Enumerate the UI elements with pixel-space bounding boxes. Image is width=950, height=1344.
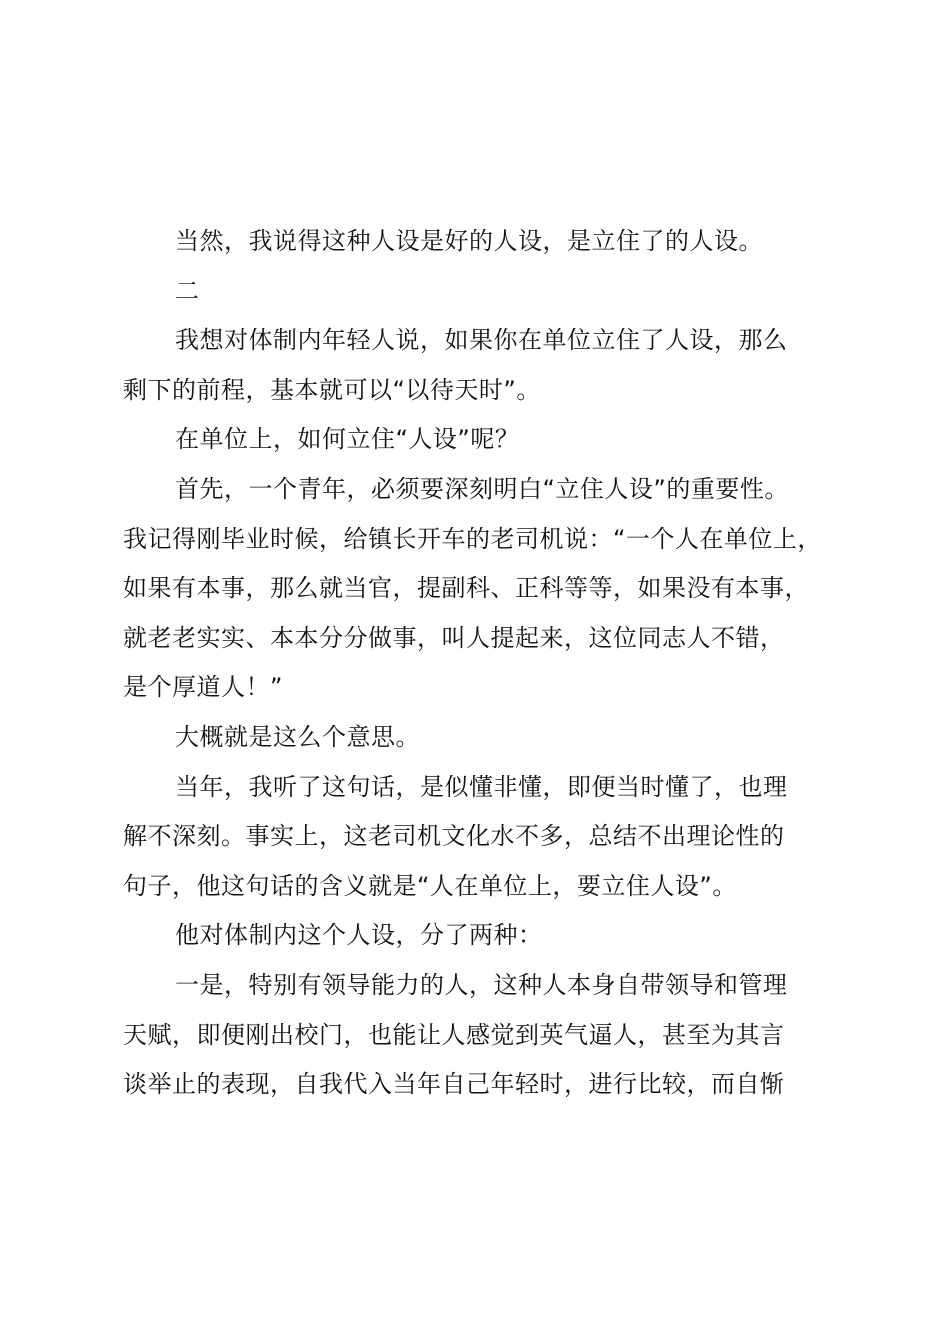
- text-line: 就老老实实、本本分分做事，叫人提起来，这位同志人不错，: [123, 623, 785, 652]
- text-line: 谈举止的表现，自我代入当年自己年轻时，进行比较，而自惭: [123, 1070, 785, 1099]
- body-text: [123, 217, 858, 1110]
- section-number: 二: [175, 276, 200, 305]
- text-line: 大概就是这么个意思。: [175, 722, 420, 751]
- text-line: 当然，我说得这种人设是好的人设，是立住了的人设。: [175, 227, 763, 255]
- text-line: 首先，一个青年，必须要深刻明白“立住人设”的重要性。: [175, 474, 789, 503]
- text-line: 句子，他这句话的含义就是“人在单位上，要立住人设”。: [123, 871, 737, 900]
- text-line: 他对体制内这个人设，分了两种：: [175, 921, 543, 950]
- text-line: 剩下的前程，基本就可以“以待天时”。: [123, 375, 541, 404]
- text-line: 解不深刻。事实上，这老司机文化水不多，总结不出理论性的: [123, 822, 785, 851]
- text-line: 当年，我听了这句话，是似懂非懂，即便当时懂了，也理: [175, 772, 788, 801]
- text-line: 如果有本事，那么就当官，提副科、正科等等，如果没有本事，: [123, 574, 809, 603]
- text-line: 一是，特别有领导能力的人，这种人本身自带领导和管理: [175, 970, 788, 999]
- text-line: 是个厚道人！”: [123, 673, 283, 702]
- text-line: 在单位上，如何立住“人设”呢？: [175, 425, 520, 454]
- text-line: 我记得刚毕业时候，给镇长开车的老司机说：“一个人在单位上，: [123, 524, 822, 553]
- text-line: 我想对体制内年轻人说，如果你在单位立住了人设，那么: [175, 326, 788, 355]
- text-line: 天赋，即便刚出校门，也能让人感觉到英气逼人，甚至为其言: [123, 1020, 785, 1049]
